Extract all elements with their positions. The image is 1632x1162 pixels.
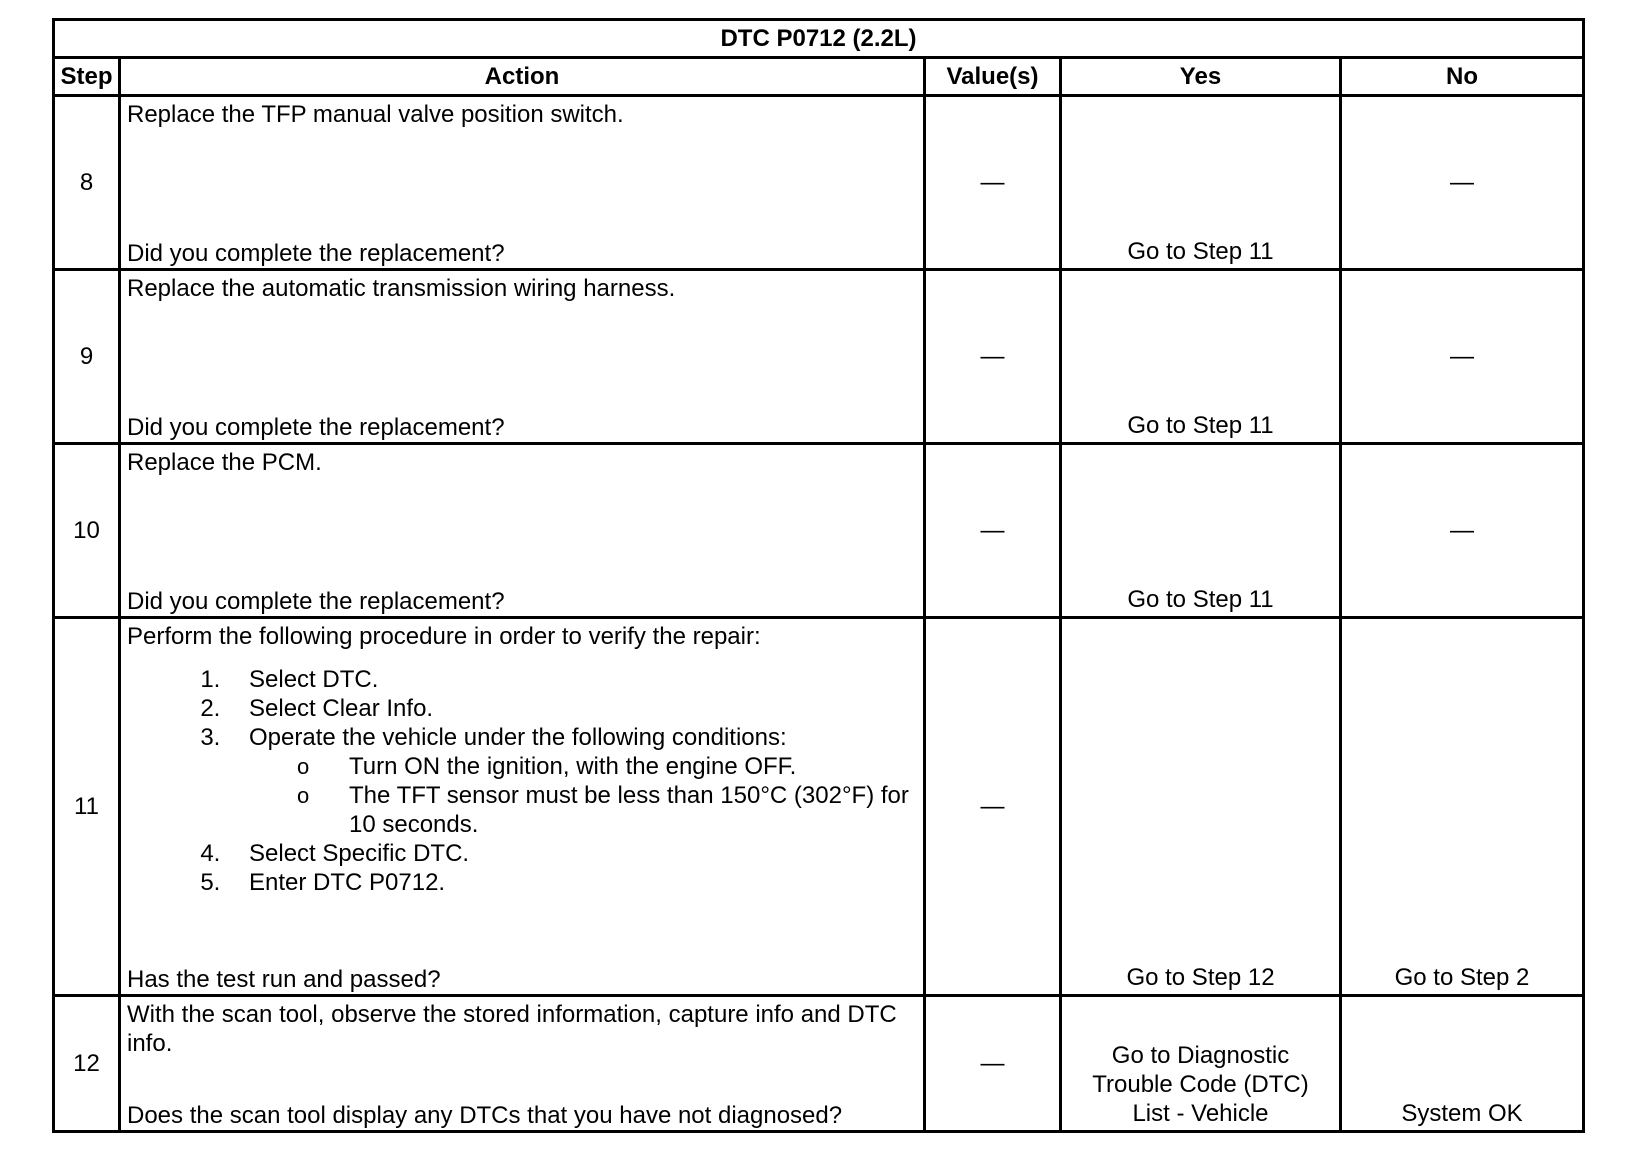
yes-cell: Go to Step 11 (1061, 444, 1341, 618)
action-instruction: Replace the PCM. (127, 449, 322, 476)
action-instruction: With the scan tool, observe the stored information, capture info and DTC info. (127, 1001, 897, 1057)
value-cell: — (925, 444, 1061, 618)
action-instruction: Replace the TFP manual valve position switch. (127, 101, 624, 128)
header-no: No (1341, 58, 1584, 96)
action-instruction: Replace the automatic transmission wiring harness. (127, 275, 676, 302)
value-cell: — (925, 270, 1061, 444)
no-cell: Go to Step 2 (1341, 618, 1584, 996)
step-number: 9 (54, 270, 120, 444)
action-question: Did you complete the replacement? (127, 588, 505, 615)
yes-cell: Go to Step 11 (1061, 96, 1341, 270)
procedure-step: 4. Select Specific DTC. (227, 839, 919, 868)
action-cell (120, 618, 925, 996)
procedure-step: 2. Select Clear Info. (227, 694, 919, 723)
value-cell: — (925, 96, 1061, 270)
value-cell: — (925, 618, 1061, 996)
condition-text: The TFT sensor must be less than 150°C (302°F) for 10 seconds. (349, 782, 909, 838)
procedure-step: 5. Enter DTC P0712. (227, 868, 919, 897)
bullet-marker: o (297, 754, 310, 779)
table-row (54, 996, 1584, 1132)
action-instruction: Perform the following procedure in order to verify the repair: (127, 623, 761, 650)
action-cell (120, 996, 925, 1132)
no-cell: — (1341, 444, 1584, 618)
step-number: 10 (54, 444, 120, 618)
header-action: Action (120, 58, 925, 96)
table-row (54, 96, 1584, 270)
procedure-step-text: Operate the vehicle under the following conditions: (249, 724, 787, 751)
step-number: 12 (54, 996, 120, 1132)
no-cell: System OK (1341, 996, 1584, 1132)
conditions-list (249, 752, 919, 839)
condition-text: Turn ON the ignition, with the engine OFF. (349, 753, 797, 780)
condition-item (297, 781, 919, 839)
action-cell (120, 96, 925, 270)
procedure-list (127, 665, 919, 897)
header-values: Value(s) (925, 58, 1061, 96)
procedure-step: 1. Select DTC. (227, 665, 919, 694)
yes-cell: Go to Diagnostic Trouble Code (DTC) List - Vehicle (1061, 996, 1341, 1132)
dtc-diagnostic-table (52, 18, 1585, 1133)
no-cell: — (1341, 96, 1584, 270)
condition-item (297, 752, 919, 781)
yes-cell: Go to Step 11 (1061, 270, 1341, 444)
procedure-step (227, 723, 919, 839)
value-cell: — (925, 996, 1061, 1132)
step-number: 11 (54, 618, 120, 996)
action-question: Has the test run and passed? (127, 966, 441, 993)
table-row (54, 270, 1584, 444)
action-question: Did you complete the replacement? (127, 240, 505, 267)
yes-cell: Go to Step 12 (1061, 618, 1341, 996)
no-cell: — (1341, 270, 1584, 444)
action-question: Does the scan tool display any DTCs that you have not diagnosed? (127, 1102, 843, 1129)
table-title: DTC P0712 (2.2L) (54, 20, 1584, 58)
header-yes: Yes (1061, 58, 1341, 96)
table-row (54, 618, 1584, 996)
bullet-marker: o (297, 783, 310, 808)
action-cell (120, 444, 925, 618)
table-row (54, 444, 1584, 618)
action-question: Did you complete the replacement? (127, 414, 505, 441)
step-number: 8 (54, 96, 120, 270)
action-cell (120, 270, 925, 444)
header-step: Step (54, 58, 120, 96)
